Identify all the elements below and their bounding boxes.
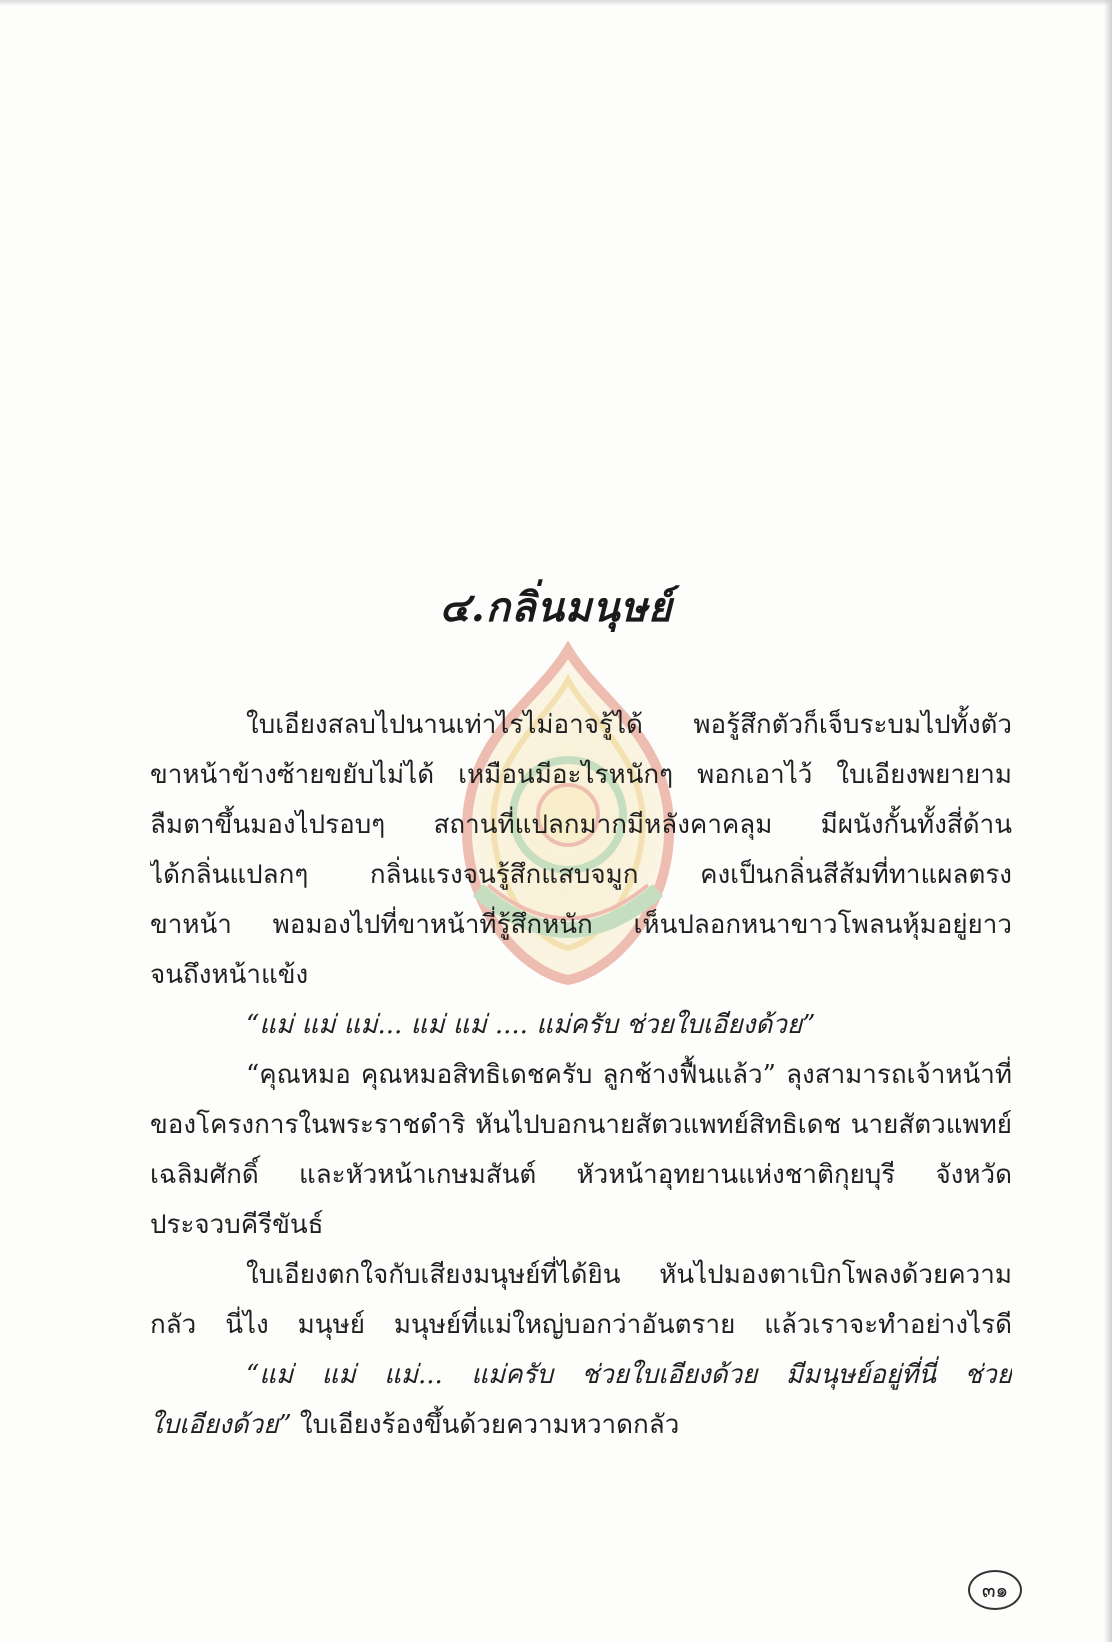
- paragraph-line: กลัว นี่ไง มนุษย์ มนุษย์ที่แม่ใหญ่บอกว่าอันตราย แล้วเราจะทำอย่างไรดี: [150, 1310, 1012, 1340]
- paragraph-line: เฉลิมศักดิ์ และหัวหน้าเกษมสันต์ หัวหน้าอุทยานแห่งชาติกุยบุรี จังหวัด: [150, 1160, 1012, 1190]
- paragraph-line: ประจวบคีรีขันธ์: [150, 1210, 324, 1240]
- paragraph-line: ขาหน้า พอมองไปที่ขาหน้าที่รู้สึกหนัก เห็นปลอกหนาขาวโพลนหุ้มอยู่ยาว: [150, 910, 1012, 940]
- dialogue-line: “แม่ แม่ แม่... แม่ แม่ .... แม่ครับ ช่วยใบเอียงด้วย”: [246, 1010, 816, 1040]
- page-top-shadow: [0, 0, 1112, 6]
- page-right-shadow: [1104, 0, 1112, 1642]
- paragraph-line: จนถึงหน้าแข้ง: [150, 960, 309, 990]
- chapter-body: [150, 700, 1012, 1450]
- paragraph-line: ใบเอียงตกใจกับเสียงมนุษย์ที่ได้ยิน หันไปมองตาเบิกโพลงด้วยความ: [246, 1260, 1012, 1290]
- paragraph-line: ใบเอียงสลบไปนานเท่าไรไม่อาจรู้ได้ พอรู้สึกตัวก็เจ็บระบมไปทั้งตัว: [246, 710, 1012, 740]
- paragraph-line: ขาหน้าข้างซ้ายขยับไม่ได้ เหมือนมีอะไรหนักๆ พอกเอาไว้ ใบเอียงพยายาม: [150, 760, 1012, 790]
- paragraph-line: “คุณหมอ คุณหมอสิทธิเดชครับ ลูกช้างฟื้นแล้ว” ลุงสามารถเจ้าหน้าที่: [246, 1060, 1012, 1090]
- page-number: ๓๑: [968, 1570, 1022, 1610]
- paragraph-line: [150, 1400, 1012, 1450]
- paragraph-line: ลืมตาขึ้นมองไปรอบๆ สถานที่แปลกมากมีหลังคาคลุม มีผนังกั้นทั้งสี่ด้าน: [150, 810, 1012, 840]
- dialogue-line: “แม่ แม่ แม่... แม่ครับ ช่วยใบเอียงด้วย มีมนุษย์อยู่ที่นี่ ช่วย: [246, 1360, 1012, 1390]
- paragraph-line: ของโครงการในพระราชดำริ หันไปบอกนายสัตวแพทย์สิทธิเดช นายสัตวแพทย์: [150, 1110, 1012, 1140]
- dialogue-fragment: ใบเอียงด้วย”: [150, 1410, 292, 1440]
- chapter-title: ๔.กลิ่นมนุษย์: [439, 584, 673, 631]
- paragraph-line: ได้กลิ่นแปลกๆ กลิ่นแรงจนรู้สึกแสบจมูก คงเป็นกลิ่นสีส้มที่ทาแผลตรง: [150, 860, 1012, 890]
- narration-fragment: ใบเอียงร้องขึ้นด้วยความหวาดกลัว: [291, 1410, 680, 1440]
